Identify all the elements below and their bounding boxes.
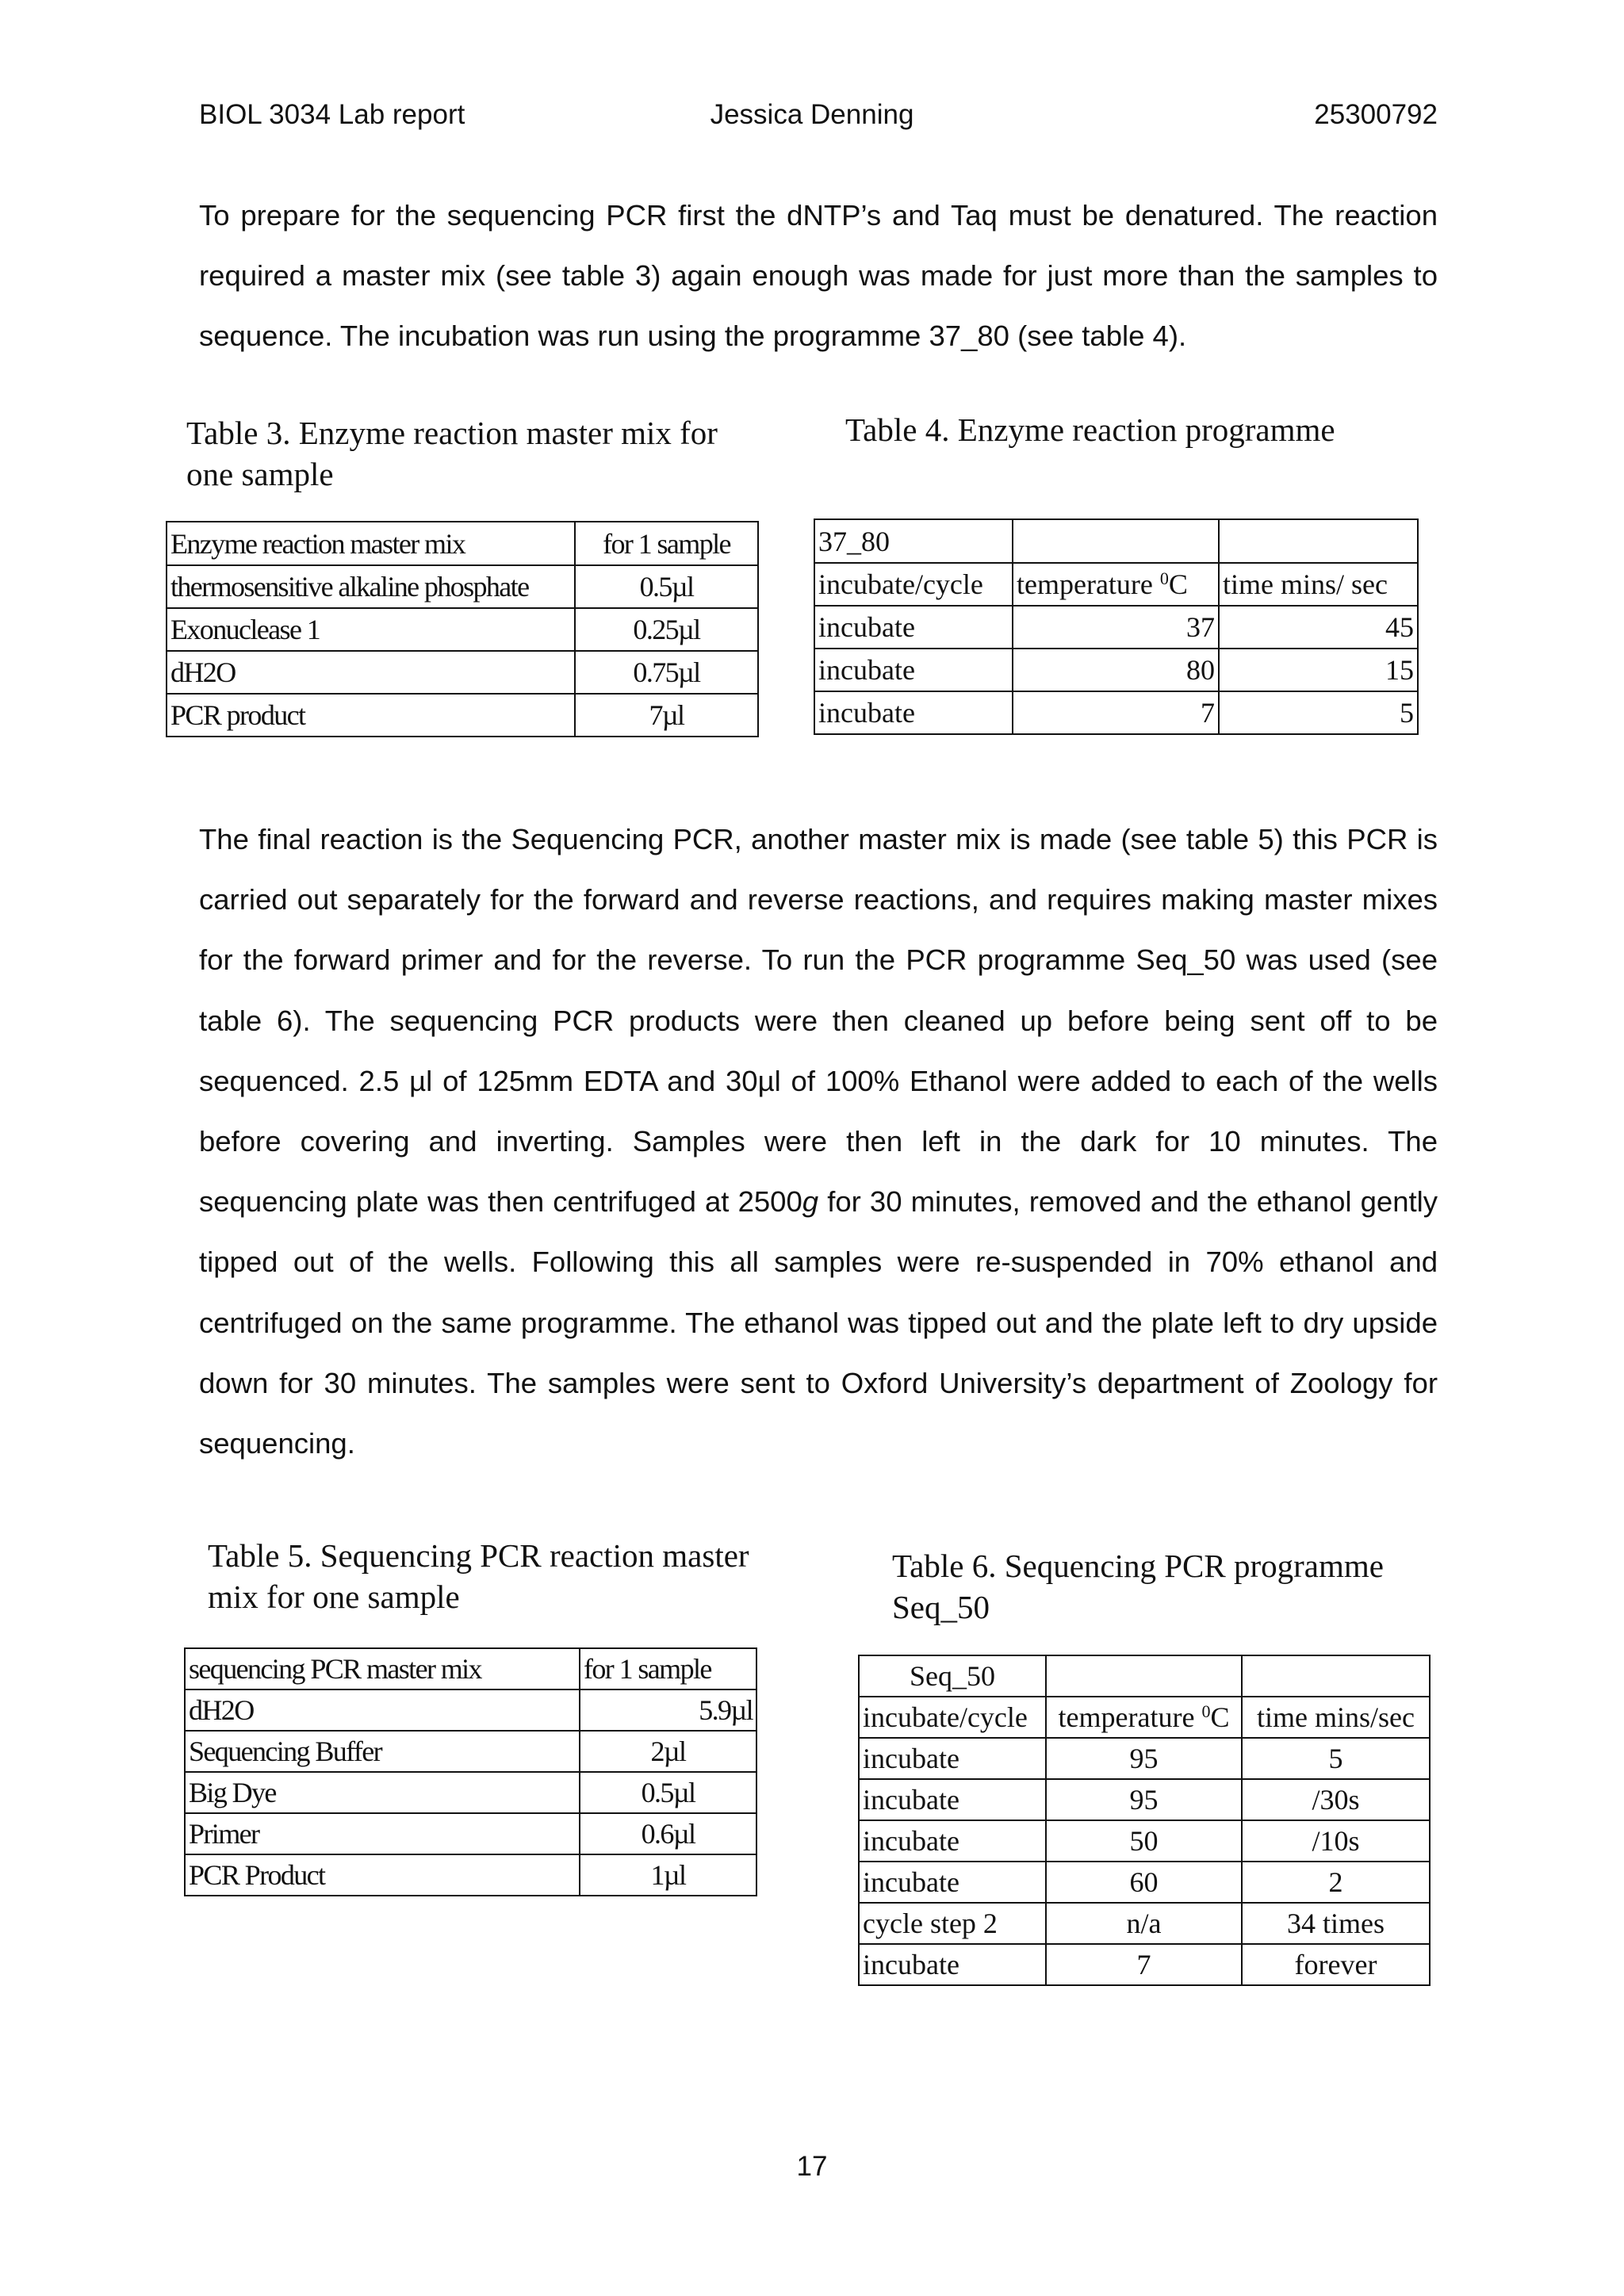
table-row [185, 1689, 756, 1731]
table3-header-cell: for 1 sample [575, 522, 758, 565]
temperature-label: temperature [1017, 568, 1153, 600]
paragraph-sequencing-pcr [199, 809, 1438, 1474]
table5-cell: PCR Product [185, 1854, 580, 1896]
table4-title-cell [1219, 519, 1418, 563]
table6-cell: /10s [1242, 1820, 1430, 1862]
table-row [185, 1772, 756, 1813]
table4-header-row [814, 563, 1418, 606]
table6-cell: incubate [859, 1820, 1046, 1862]
table-row [859, 1820, 1430, 1862]
table4-cell: 7 [1013, 691, 1219, 734]
table6-cell: 50 [1046, 1820, 1242, 1862]
header-author: Jessica Denning [710, 99, 914, 130]
table4-header-cell: time mins/ sec [1219, 563, 1418, 606]
table4-title-row [814, 519, 1418, 563]
table4-enzyme-programme [814, 519, 1419, 735]
table6-cell: incubate [859, 1944, 1046, 1985]
table6-caption: Table 6. Sequencing PCR programme Seq_50 [892, 1548, 1384, 1625]
table3-header-row [167, 522, 758, 565]
table4-title-cell: 37_80 [814, 519, 1013, 563]
paragraph-text: The final reaction is the Sequencing PCR, another master mix is made (see table 5) this PCR is carried out separately for the forward and reverse reactions, and requires making master mixes for the forward primer and for the reverse. To run the PCR programme Seq_50 was used (see table 6). The sequencing PCR products were then cleaned up before being sent off to be sequenced. 2.5 µl of 125mm EDTA and 30µl of 100% Ethanol were added to each of the wells before covering and inverting. Samples were then left in the dark for 10 minutes. The sequencing plate was then centrifuged at 2500 [199, 823, 1438, 1219]
table5-cell: 0.6µl [580, 1813, 756, 1854]
table-row [859, 1944, 1430, 1985]
table5-sequencing-master-mix [184, 1647, 757, 1896]
table5-header-cell: for 1 sample [580, 1648, 756, 1689]
table5-cell: 0.5µl [580, 1772, 756, 1813]
table6-header-cell [1046, 1697, 1242, 1738]
table3-cell: 0.75µl [575, 651, 758, 694]
degree-superscript: 0 [1159, 568, 1169, 588]
table6-cell: 7 [1046, 1944, 1242, 1985]
celsius-unit: C [1168, 568, 1188, 600]
table6-cell: incubate [859, 1862, 1046, 1903]
table6-cell: n/a [1046, 1903, 1242, 1944]
table5-cell: Big Dye [185, 1772, 580, 1813]
table5-cell: 2µl [580, 1731, 756, 1772]
table6-cell: incubate [859, 1738, 1046, 1779]
table3-cell: 7µl [575, 694, 758, 737]
table5-cell: dH2O [185, 1689, 580, 1731]
paragraph-enzyme-prep: To prepare for the sequencing PCR first the dNTP’s and Taq must be denatured. The reaction required a master mix (see table 3) again enough was made for just more than the samples to sequence. The incubation was run using the programme 37_80 (see table 4). [199, 199, 1438, 353]
table-row [859, 1862, 1430, 1903]
table-row [814, 691, 1418, 734]
table6-sequencing-programme [858, 1655, 1431, 1986]
page-number: 17 [796, 2151, 828, 2182]
table5-cell: 5.9µl [580, 1689, 756, 1731]
table-row [859, 1738, 1430, 1779]
table6-cell: 34 times [1242, 1903, 1430, 1944]
table6-cell: 95 [1046, 1738, 1242, 1779]
table6-cell: 95 [1046, 1779, 1242, 1820]
table3-header-cell: Enzyme reaction master mix [167, 522, 575, 565]
degree-superscript: 0 [1201, 1701, 1211, 1721]
table-row [167, 608, 758, 651]
table6-title-cell [1046, 1655, 1242, 1697]
table6-cell: 2 [1242, 1862, 1430, 1903]
table6-header-row [859, 1697, 1430, 1738]
table4-header-cell [1013, 563, 1219, 606]
table6-title-cell [1242, 1655, 1430, 1697]
temperature-label: temperature [1058, 1701, 1195, 1733]
table-row [167, 694, 758, 737]
table6-cell: 60 [1046, 1862, 1242, 1903]
table5-cell: Sequencing Buffer [185, 1731, 580, 1772]
celsius-unit: C [1210, 1701, 1230, 1733]
table4-cell: 45 [1219, 606, 1418, 649]
table4-caption: Table 4. Enzyme reaction programme [845, 411, 1335, 448]
table5-caption: Table 5. Sequencing PCR reaction master mix for one sample [208, 1537, 749, 1615]
table6-cell: /30s [1242, 1779, 1430, 1820]
table3-caption: Table 3. Enzyme reaction master mix for one sample [186, 415, 718, 492]
table-row [814, 649, 1418, 691]
table3-cell: thermosensitive alkaline phosphate [167, 565, 575, 608]
table6-header-cell: incubate/cycle [859, 1697, 1046, 1738]
table4-cell: incubate [814, 606, 1013, 649]
table6-title-row [859, 1655, 1430, 1697]
table3-cell: 0.25µl [575, 608, 758, 651]
table-row [167, 565, 758, 608]
table3-cell: 0.5µl [575, 565, 758, 608]
table5-cell: Primer [185, 1813, 580, 1854]
table3-enzyme-master-mix [166, 521, 759, 737]
table-row [859, 1779, 1430, 1820]
table4-cell: 5 [1219, 691, 1418, 734]
header-student-id: 25300792 [1314, 99, 1438, 130]
table5-header-cell: sequencing PCR master mix [185, 1648, 580, 1689]
table3-cell: Exonuclease 1 [167, 608, 575, 651]
table6-cell: forever [1242, 1944, 1430, 1985]
table5-header-row [185, 1648, 756, 1689]
italic-unit-g: g [802, 1185, 819, 1219]
table4-cell: incubate [814, 649, 1013, 691]
table-row [185, 1813, 756, 1854]
table-row [814, 606, 1418, 649]
table4-cell: 80 [1013, 649, 1219, 691]
table3-cell: dH2O [167, 651, 575, 694]
table5-cell: 1µl [580, 1854, 756, 1896]
header-course: BIOL 3034 Lab report [199, 99, 465, 130]
table6-cell: incubate [859, 1779, 1046, 1820]
table4-cell: incubate [814, 691, 1013, 734]
table6-cell: cycle step 2 [859, 1903, 1046, 1944]
table4-header-cell: incubate/cycle [814, 563, 1013, 606]
table4-cell: 37 [1013, 606, 1219, 649]
table4-cell: 15 [1219, 649, 1418, 691]
table6-cell: 5 [1242, 1738, 1430, 1779]
table-row [185, 1854, 756, 1896]
table3-cell: PCR product [167, 694, 575, 737]
table6-title-cell: Seq_50 [859, 1655, 1046, 1697]
paragraph-text: for 30 minutes, removed and the ethanol gently tipped out of the wells. Following this all samples were re-suspended in 70% ethanol and centrifuged on the same programme. The ethanol was tipped out and the plate left to dry upside down for 30 minutes. The samples were sent to Oxford University’s department of Zoology for sequencing. [199, 1185, 1438, 1460]
table-row [167, 651, 758, 694]
table4-title-cell [1013, 519, 1219, 563]
table-row [859, 1903, 1430, 1944]
table6-header-cell: time mins/sec [1242, 1697, 1430, 1738]
table-row [185, 1731, 756, 1772]
